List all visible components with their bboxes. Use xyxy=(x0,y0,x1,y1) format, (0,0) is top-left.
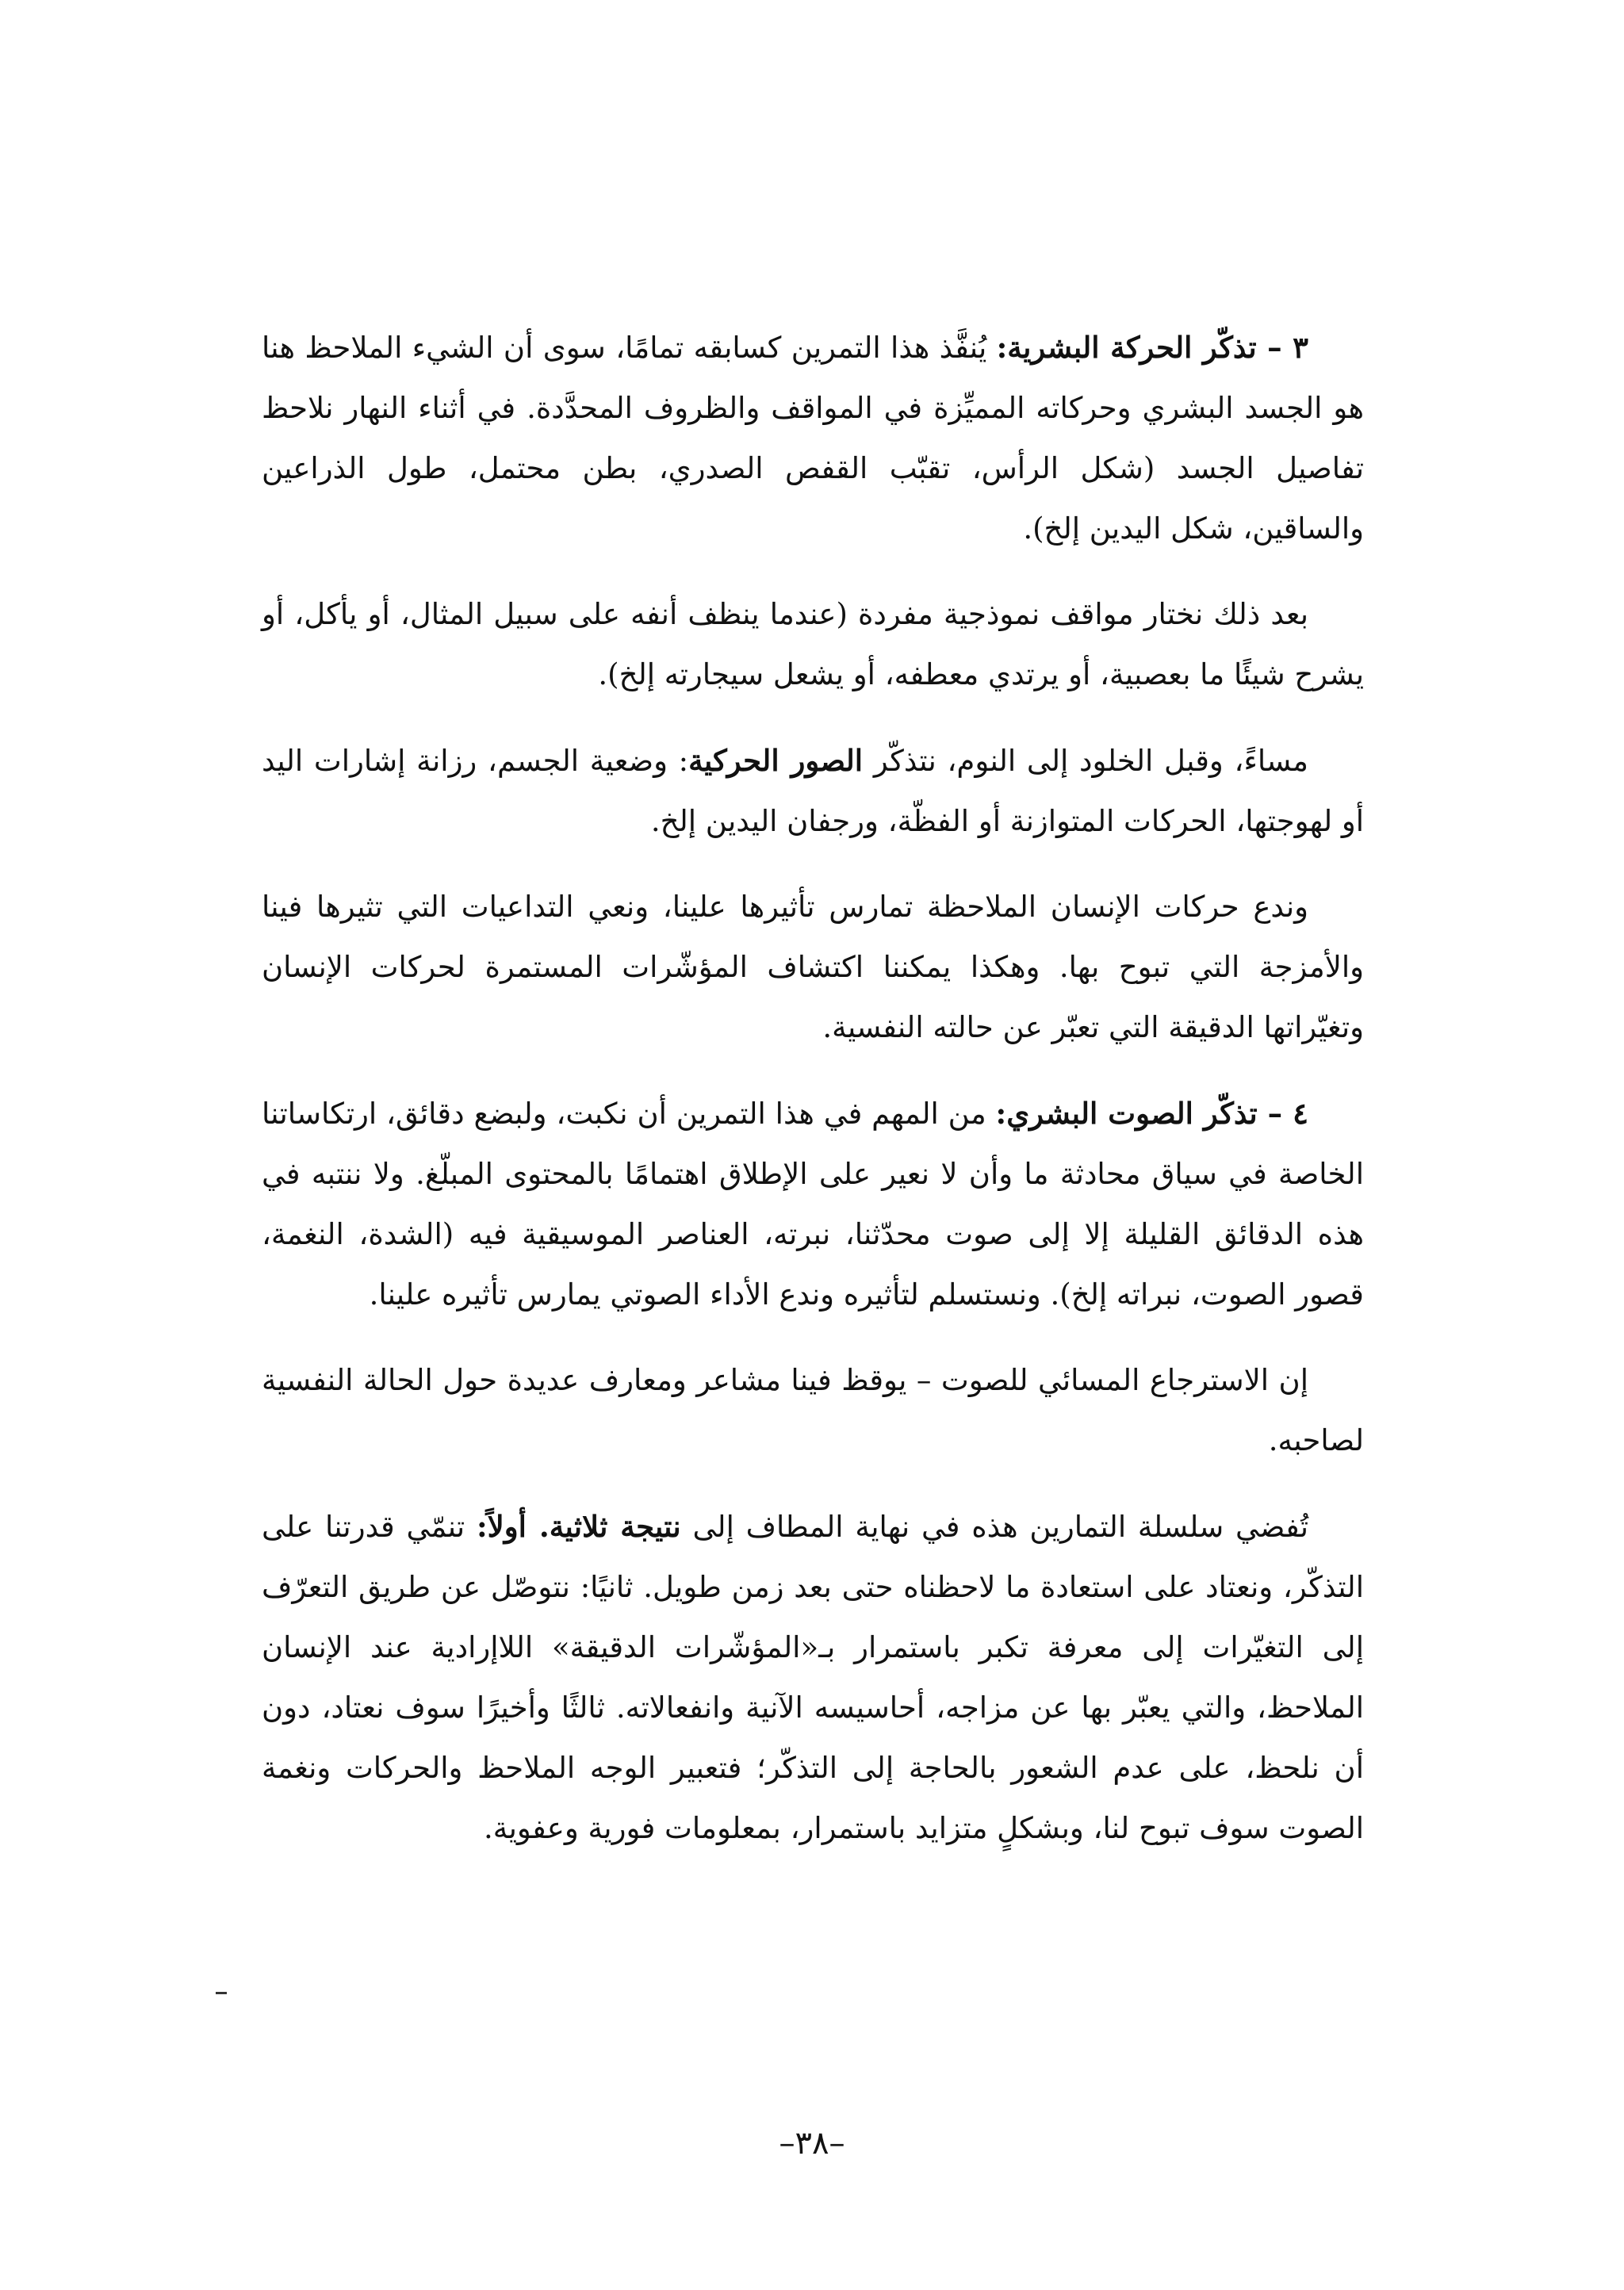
paragraph-evening-voice xyxy=(262,1350,1364,1471)
paragraph-voice-recall xyxy=(262,1083,1364,1325)
paragraph-movement-recall xyxy=(262,317,1364,559)
paragraph-evening-recall xyxy=(262,730,1364,852)
paragraph-text: : وضعية الجسم، رزانة إشارات اليد أو لهوجتها، الحركات المتوازنة أو الفظّة، ورجفان اليدين إلخ. xyxy=(262,744,1364,838)
book-page xyxy=(262,317,1364,1884)
paragraph-text: وندع حركات الإنسان الملاحظة تمارس تأثيرها علينا، ونعي التداعيات التي تثيرها فينا والأمزجة التي تبوح بها. وهكذا يمكننا اكتشاف المؤشّرات المستمرة لحركات الإنسان وتغيّراتها الدقيقة التي تعبّر عن حالته النفسية. xyxy=(262,890,1364,1044)
paragraph-text: بعد ذلك نختار مواقف نموذجية مفردة (عندما ينظف أنفه على سبيل المثال، أو يأكل، أو يشرح شيئًا ما بعصبية، أو يرتدي معطفه، أو يشعل سيجارته إلخ). xyxy=(262,597,1364,691)
bold-term-triple-result: نتيجة ثلاثية. أولاً: xyxy=(476,1509,681,1544)
margin-mark xyxy=(216,1992,227,1994)
paragraph-text: إن الاسترجاع المسائي للصوت – يوقظ فينا مشاعر ومعارف عديدة حول الحالة النفسية لصاحبه. xyxy=(262,1363,1364,1457)
paragraph-typical-situations xyxy=(262,584,1364,705)
paragraph-text: من المهم في هذا التمرين أن نكبت، ولبضع دقائق، ارتكاساتنا الخاصة في سياق محادثة ما وأن لا نعير على الإطلاق اهتمامًا بالمحتوى المبلّغ. ولا ننتبه في هذه الدقائق القليلة إلا إلى صوت محدّثنا، نبرته، العناصر الموسيقية فيه (الشدة، النغمة، قصور الصوت، نبراته إلخ). ونستسلم لتأثيره وندع الأداء الصوتي يمارس تأثيره علينا. xyxy=(262,1097,1364,1312)
section-heading-movement: ٣ – تذكّر الحركة البشرية: xyxy=(996,330,1309,365)
paragraph-triple-result xyxy=(262,1496,1364,1859)
page-number: –٣٨– xyxy=(779,2125,845,2162)
paragraph-movement-effects xyxy=(262,877,1364,1058)
paragraph-text: تُفضي سلسلة التمارين هذه في نهاية المطاف إلى xyxy=(680,1510,1309,1544)
paragraph-text: يُنفَّذ هذا التمرين كسابقه تمامًا، سوى أن الشيء الملاحظ هنا هو الجسد البشري وحركاته المميِّزة في المواقف والظروف المحدَّدة. في أثناء النهار نلاحظ تفاصيل الجسد (شكل الرأس، تقبّب القفص الصدري، بطن محتمل، طول الذراعين والساقين، شكل اليدين إلخ). xyxy=(262,331,1364,546)
paragraph-text: تنمّي قدرتنا على التذكّر، ونعتاد على استعادة ما لاحظناه حتى بعد زمن طويل. ثانيًا: نتوصّل عن طريق التعرّف إلى التغيّرات إلى معرفة تكبر باستمرار بـ«المؤشّرات الدقيقة» اللاإرادية عند الإنسان الملاحظ، والتي يعبّر بها عن مزاجه، أحاسيسه الآنية وانفعالاته. ثالثًا وأخيرًا سوف نعتاد، دون أن نلحظ، على عدم الشعور بالحاجة إلى التذكّر؛ فتعبير الوجه الملاحظ والحركات ونغمة الصوت سوف تبوح لنا، وبشكلٍ متزايد باستمرار، بمعلومات فورية وعفوية. xyxy=(262,1510,1364,1845)
section-heading-voice: ٤ – تذكّر الصوت البشري: xyxy=(995,1096,1308,1131)
bold-term-motion-images: الصور الحركية xyxy=(688,743,864,778)
paragraph-text: مساءً، وقبل الخلود إلى النوم، نتذكّر xyxy=(863,744,1308,778)
